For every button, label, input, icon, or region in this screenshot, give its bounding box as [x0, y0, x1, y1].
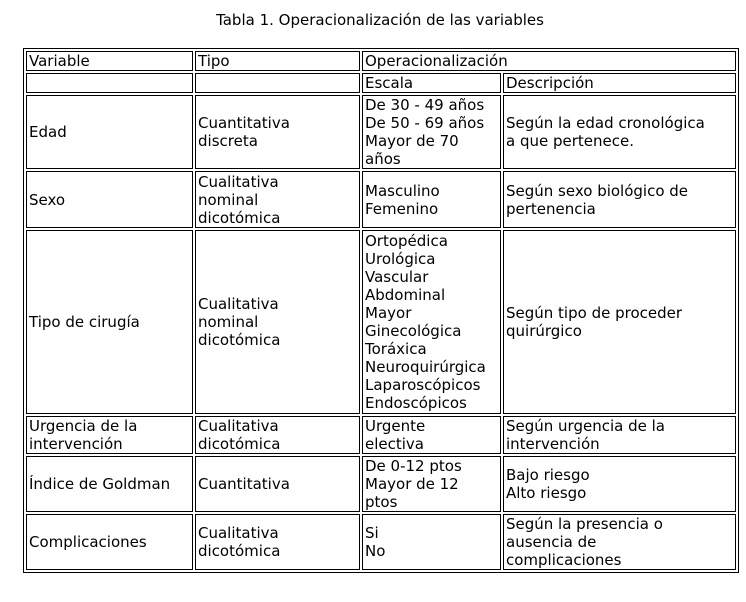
table-row	[26, 456, 736, 512]
table-row	[26, 514, 736, 570]
cell-descripcion: Según sexo biológico de pertenencia	[503, 171, 736, 228]
operationalization-table	[23, 48, 739, 573]
cell-descripcion: Bajo riesgo Alto riesgo	[503, 456, 736, 512]
cell-variable: Tipo de cirugía	[26, 230, 193, 414]
table-row	[26, 230, 736, 414]
header-escala: Escala	[362, 73, 501, 93]
header-row-sub	[26, 73, 736, 93]
header-descripcion: Descripción	[503, 73, 736, 93]
header-tipo: Tipo	[195, 51, 360, 71]
cell-variable: Complicaciones	[26, 514, 193, 570]
cell-tipo: Cuantitativa	[195, 456, 360, 512]
cell-tipo: Cualitativa dicotómica	[195, 416, 360, 454]
table-row	[26, 95, 736, 169]
table-row	[26, 171, 736, 228]
cell-escala: Masculino Femenino	[362, 171, 501, 228]
header-operacionalizacion: Operacionalización	[362, 51, 736, 71]
cell-descripcion: Según la presencia o ausencia de complicaciones	[503, 514, 736, 570]
cell-descripcion: Según la edad cronológica a que pertenece.	[503, 95, 736, 169]
header-empty-variable	[26, 73, 193, 93]
cell-tipo: Cuantitativa discreta	[195, 95, 360, 169]
header-row-main	[26, 51, 736, 71]
cell-escala: Urgente electiva	[362, 416, 501, 454]
header-variable: Variable	[26, 51, 193, 71]
cell-escala: Ortopédica Urológica Vascular Abdominal Mayor Ginecológica Toráxica Neuroquirúrgica Laparoscópicos Endoscópicos	[362, 230, 501, 414]
header-empty-tipo	[195, 73, 360, 93]
cell-tipo: Cualitativa nominal dicotómica	[195, 171, 360, 228]
cell-variable: Urgencia de la intervención	[26, 416, 193, 454]
table-caption: Tabla 1. Operacionalización de las variables	[216, 11, 544, 29]
cell-variable: Edad	[26, 95, 193, 169]
cell-tipo: Cualitativa nominal dicotómica	[195, 230, 360, 414]
cell-escala: Si No	[362, 514, 501, 570]
cell-descripcion: Según tipo de proceder quirúrgico	[503, 230, 736, 414]
table-row	[26, 416, 736, 454]
cell-escala: De 0-12 ptos Mayor de 12 ptos	[362, 456, 501, 512]
cell-tipo: Cualitativa dicotómica	[195, 514, 360, 570]
cell-variable: Sexo	[26, 171, 193, 228]
cell-descripcion: Según urgencia de la intervención	[503, 416, 736, 454]
cell-escala: De 30 - 49 años De 50 - 69 años Mayor de 70 años	[362, 95, 501, 169]
cell-variable: Índice de Goldman	[26, 456, 193, 512]
